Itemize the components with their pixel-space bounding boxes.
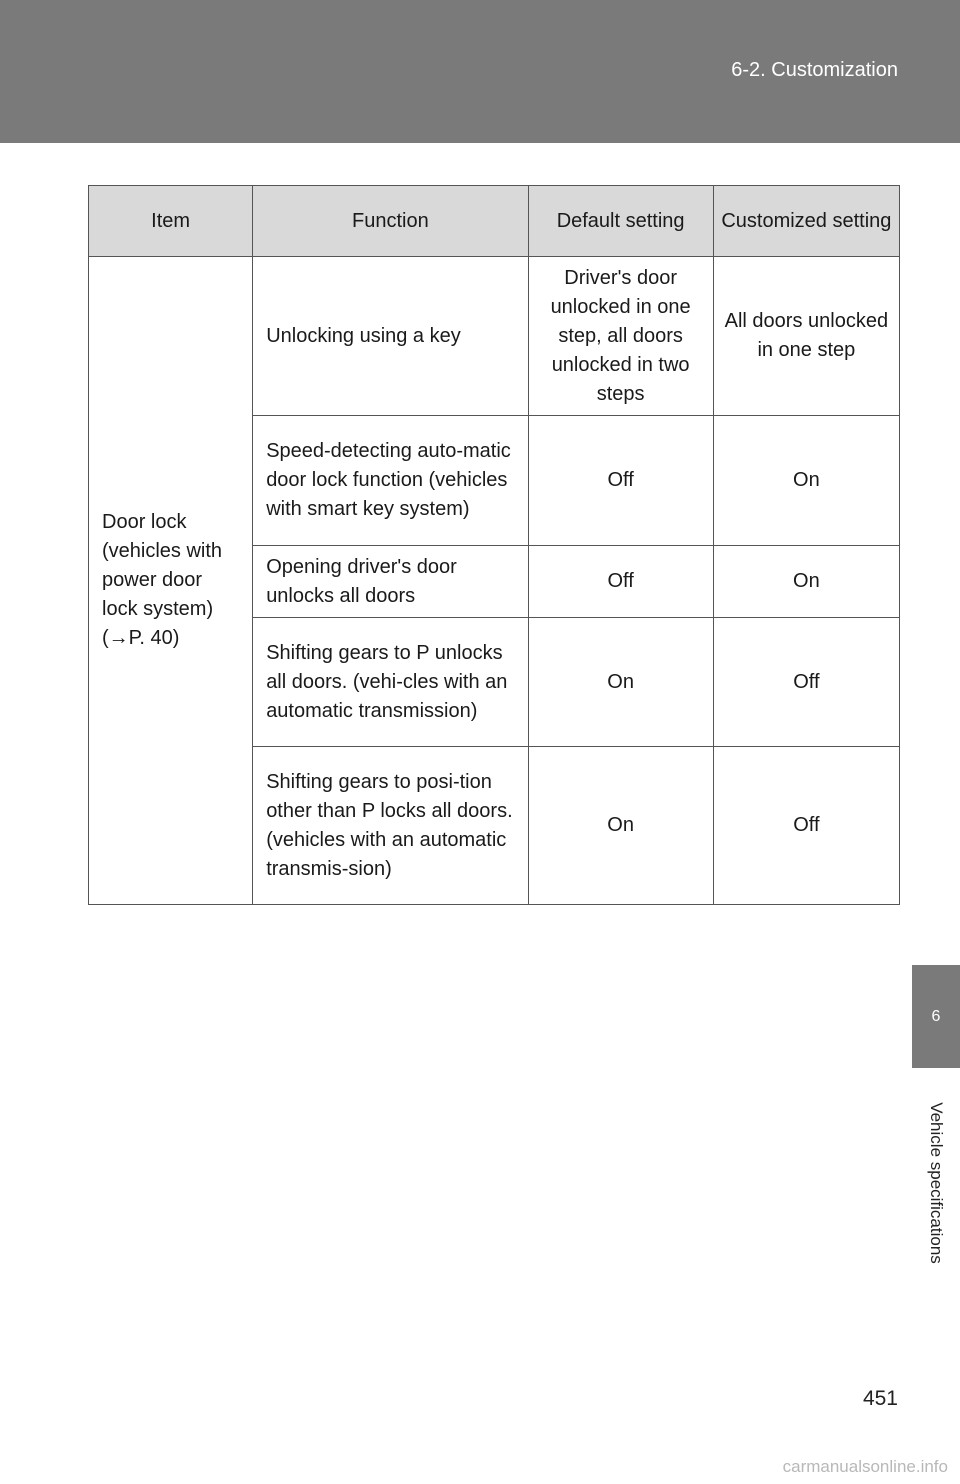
header-band [0,0,960,143]
column-header-item: Item [89,186,253,257]
section-title: 6-2. Customization [731,59,898,81]
chapter-label [912,1068,960,1298]
column-header-function: Function [253,186,528,257]
column-header-customized: Customized setting [713,186,899,257]
function-cell: Opening driver's door unlocks all doors [253,546,528,618]
item-cell-door-lock: Door lock (vehicles with power door lock system) (→P. 40) [89,257,253,905]
customized-setting-cell: Off [713,618,899,747]
table-row [89,257,900,416]
default-setting-cell: On [528,747,713,905]
customization-table [88,185,900,905]
customized-setting-cell: On [713,546,899,618]
default-setting-cell: On [528,618,713,747]
function-cell: Unlocking using a key [253,257,528,416]
function-cell: Speed-detecting auto-matic door lock function (vehicles with smart key system) [253,416,528,546]
customized-setting-cell: On [713,416,899,546]
customized-setting-cell: Off [713,747,899,905]
function-cell: Shifting gears to P unlocks all doors. (vehi-cles with an automatic transmission) [253,618,528,747]
default-setting-cell: Off [528,416,713,546]
function-cell: Shifting gears to posi-tion other than P locks all doors. (vehicles with an automatic transmis-sion) [253,747,528,905]
chapter-label-text: Vehicle specifications [927,1102,946,1264]
chapter-tab [912,965,960,1068]
chapter-number: 6 [931,1007,941,1025]
table-header-row [89,186,900,257]
default-setting-cell: Off [528,546,713,618]
column-header-default: Default setting [528,186,713,257]
page-number: 451 [862,1387,898,1410]
customized-setting-cell: All doors unlocked in one step [713,257,899,416]
default-setting-cell: Driver's door unlocked in one step, all doors unlocked in two steps [528,257,713,416]
watermark: carmanualsonline.info [782,1457,948,1476]
